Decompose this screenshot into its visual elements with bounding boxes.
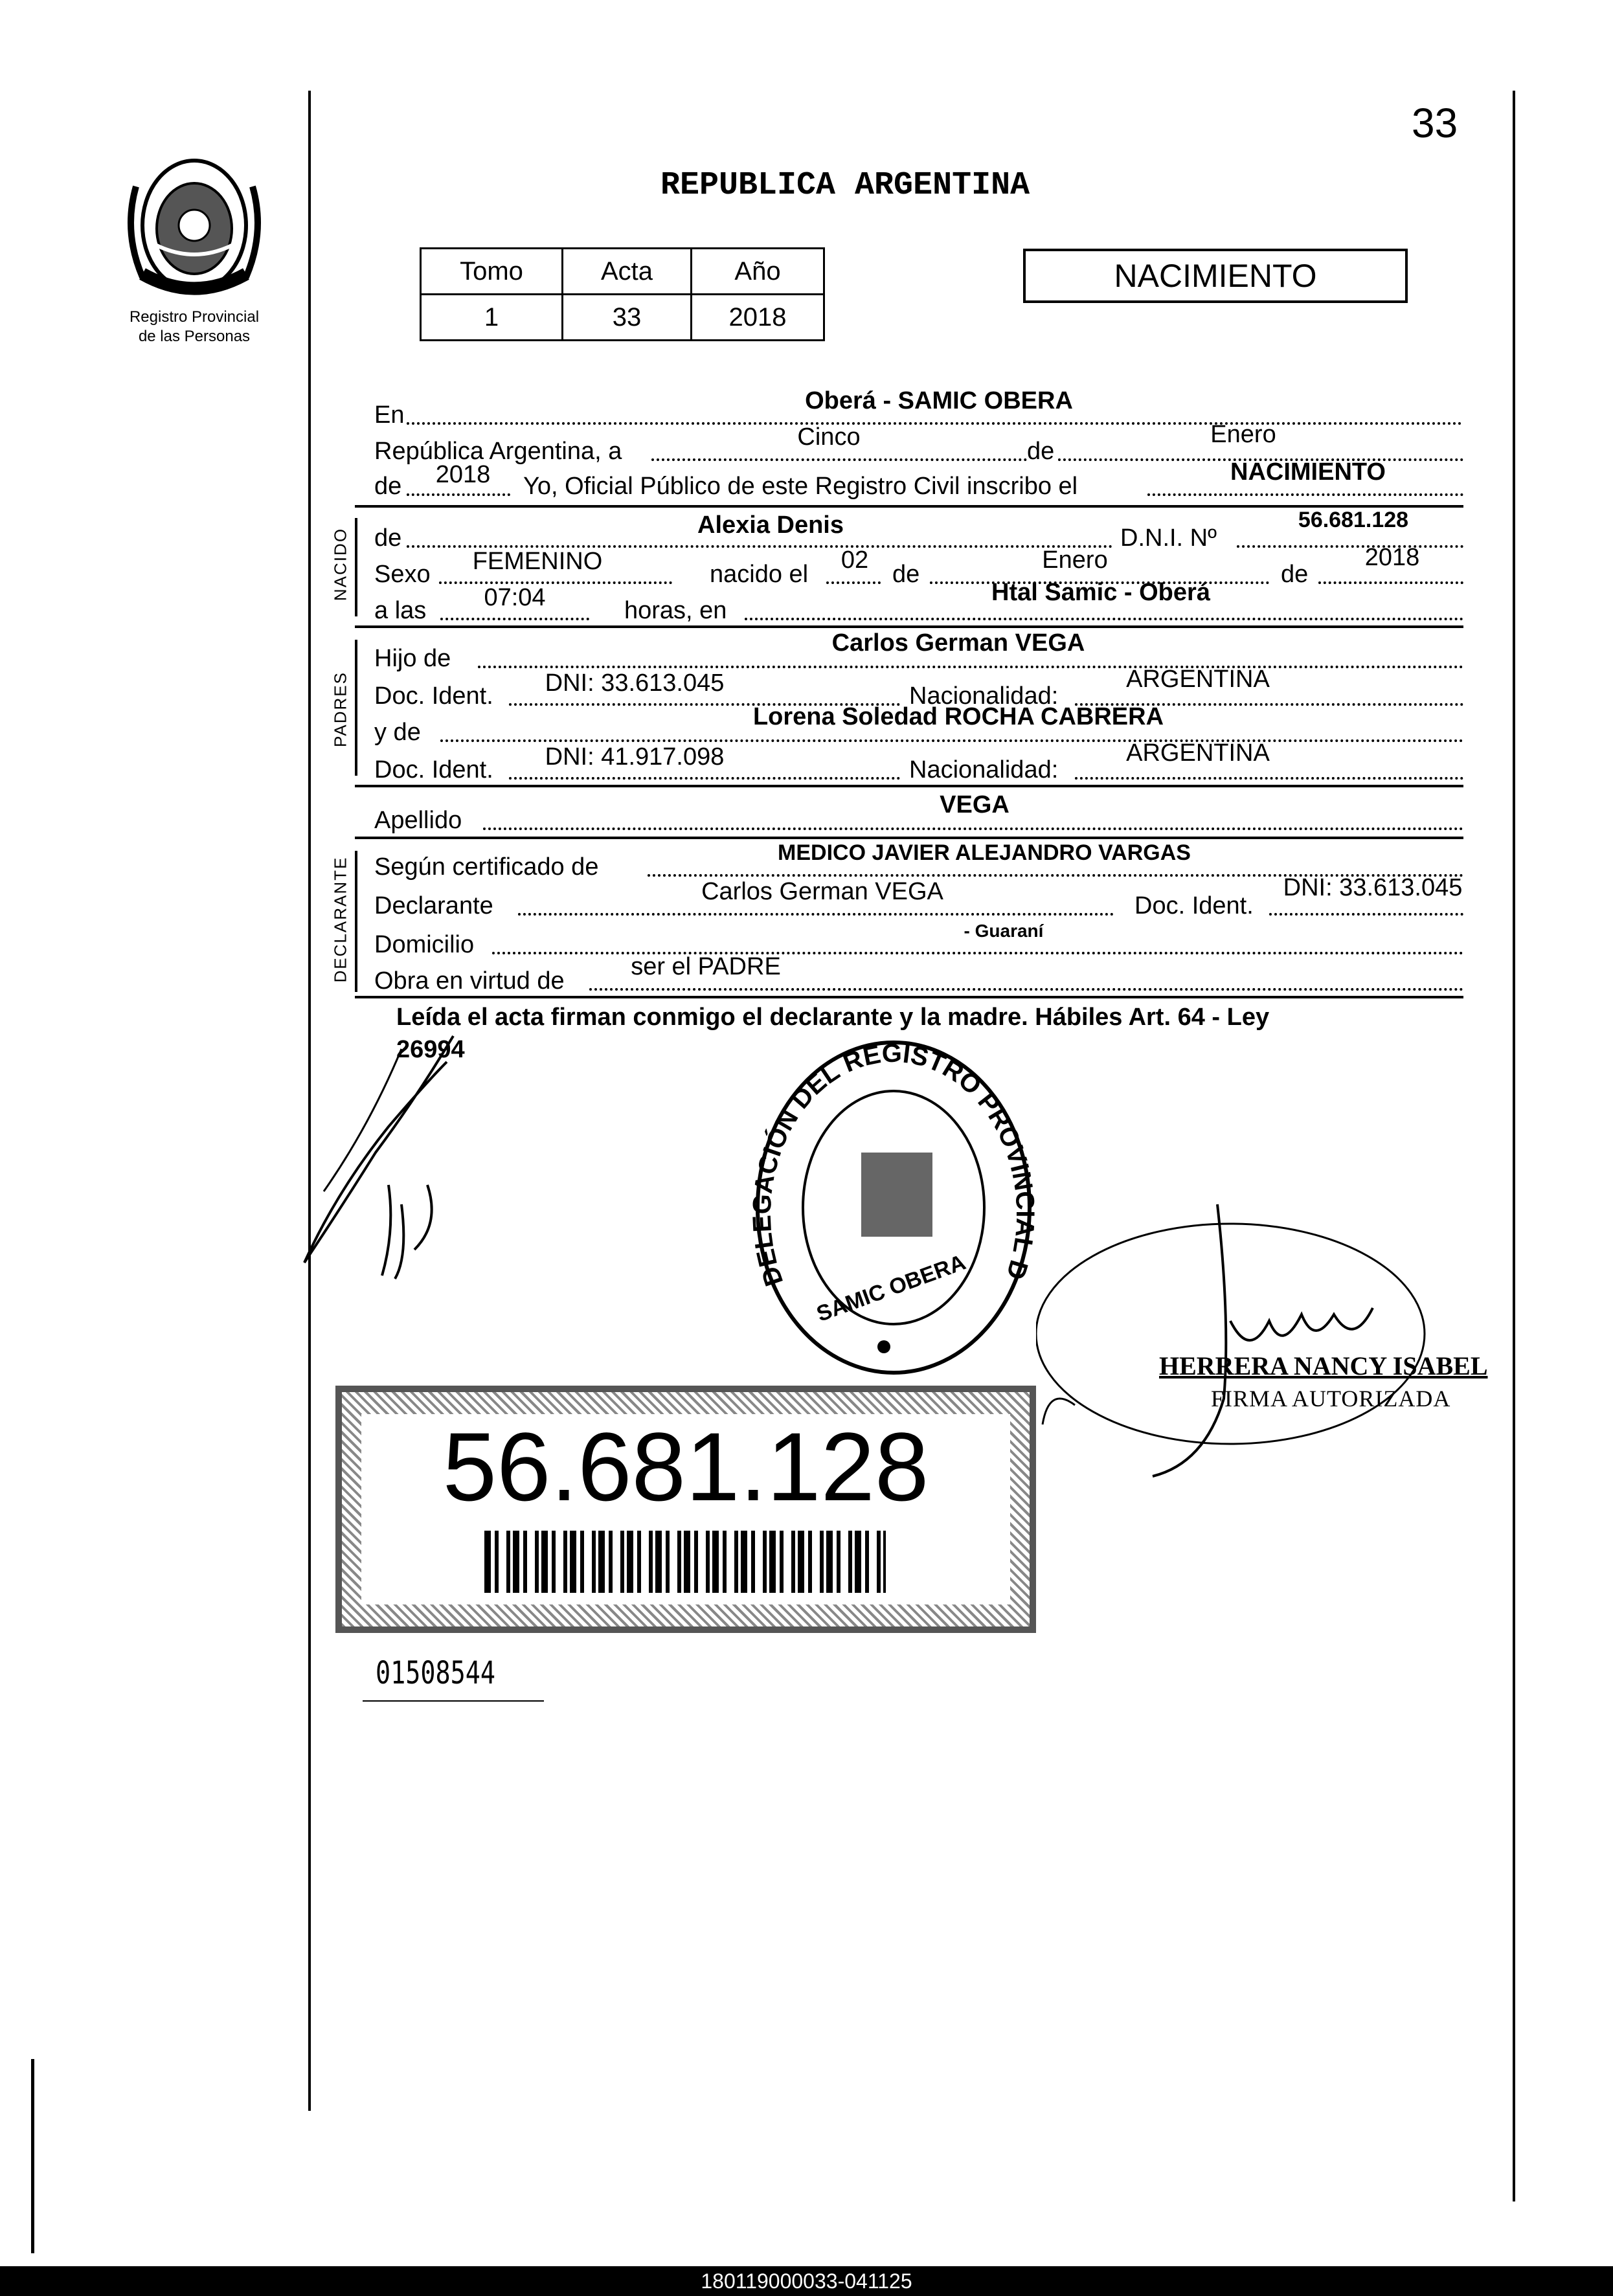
- de2-label: de: [374, 473, 402, 500]
- birth-time: 07:04: [484, 584, 546, 611]
- closing-line2: 26994: [396, 1036, 465, 1063]
- delegation-stamp: [745, 1036, 1043, 1379]
- father-nat: ARGENTINA: [1126, 666, 1270, 693]
- authority-signature: [1036, 1191, 1438, 1489]
- father-nat-label: Nacionalidad:: [909, 682, 1059, 710]
- declarante-value: Carlos German VEGA: [701, 878, 943, 905]
- footer-bar: [0, 2266, 1613, 2296]
- obra-label: Obra en virtud de: [374, 967, 565, 995]
- dni-box-number: 56.681.128: [442, 1412, 929, 1521]
- child-name: Alexia Denis: [697, 512, 844, 539]
- logo-caption-line1: Registro Provincial: [129, 308, 260, 326]
- handwritten-code: 01508544: [376, 1655, 495, 1691]
- cert-value: MEDICO JAVIER ALEJANDRO VARGAS: [778, 840, 1191, 865]
- volume-table: [420, 247, 825, 341]
- horas-label: horas, en: [624, 597, 727, 624]
- en-label: En: [374, 401, 405, 429]
- country-title: REPUBLICA ARGENTINA: [660, 167, 1030, 204]
- nacido-de2-label: de: [892, 561, 920, 588]
- month-value: Enero: [1210, 421, 1276, 448]
- birth-place: Htal Samic - Oberá: [991, 579, 1210, 606]
- mother-doc: DNI: 41.917.098: [545, 743, 725, 771]
- father-name: Carlos German VEGA: [831, 629, 1085, 657]
- right-margin-line: [1513, 91, 1515, 2201]
- hijo-de-label: Hijo de: [374, 645, 451, 672]
- nacido-de3-label: de: [1281, 561, 1309, 588]
- dni-label: D.N.I. Nº: [1120, 524, 1217, 552]
- day-value: Cinco: [797, 423, 861, 451]
- birth-day: 02: [840, 546, 869, 574]
- mother-nat: ARGENTINA: [1126, 739, 1270, 767]
- child-dni: 56.681.128: [1298, 508, 1409, 532]
- nacido-el-label: nacido el: [710, 561, 809, 588]
- apellido-label: Apellido: [374, 807, 462, 834]
- acta-header: Acta: [563, 249, 692, 295]
- stamp-ring-text: DELEGACIÓN DEL REGISTRO PROVINCIAL D: [747, 1039, 1040, 1290]
- declarante-doc: DNI: 33.613.045: [1283, 874, 1463, 901]
- anio-header: Año: [692, 249, 824, 295]
- inscribe-value: NACIMIENTO: [1230, 458, 1386, 486]
- father-doc: DNI: 33.613.045: [545, 670, 725, 697]
- authority-name: HERRERA NANCY ISABEL: [1159, 1351, 1488, 1380]
- act-type-label: NACIMIENTO: [1114, 258, 1317, 294]
- logo-caption-line2: de las Personas: [138, 328, 251, 345]
- en-value: Oberá - SAMIC OBERA: [805, 387, 1073, 414]
- year-value: 2018: [435, 461, 491, 488]
- anio-value: 2018: [692, 295, 824, 341]
- declarante-section-label: DECLARANTE: [330, 856, 350, 983]
- birth-month: Enero: [1042, 546, 1108, 574]
- mother-nat-label: Nacionalidad:: [909, 756, 1059, 783]
- declarant-signature: [298, 1023, 505, 1282]
- yo-text: Yo, Oficial Público de este Registro Civil inscribo el: [523, 473, 1078, 500]
- mother-name: Lorena Soledad ROCHA CABRERA: [752, 703, 1164, 730]
- sexo-value: FEMENINO: [472, 548, 603, 575]
- obra-value: ser el PADRE: [631, 953, 781, 980]
- padres-section-label: PADRES: [330, 671, 350, 747]
- stamp-inner-text: SAMIC OBERA: [813, 1250, 969, 1327]
- republica-label: República Argentina, a: [374, 438, 622, 465]
- act-type-box: [1023, 249, 1408, 303]
- nacido-section-label: NACIDO: [330, 527, 350, 602]
- page-number: 33: [1412, 100, 1458, 146]
- domicilio-label: Domicilio: [374, 931, 475, 958]
- acta-value: 33: [563, 295, 692, 341]
- province-coat-of-arms: [117, 148, 272, 300]
- sexo-label: Sexo: [374, 561, 431, 588]
- closing-line1: Leída el acta firman conmigo el declarante y la madre. Hábiles Art. 64 - Ley: [396, 1004, 1270, 1031]
- tomo-value: 1: [421, 295, 563, 341]
- domicilio-value: - Guaraní: [964, 921, 1044, 941]
- mother-doc-label: Doc. Ident.: [374, 756, 493, 783]
- dni-label-box: [335, 1386, 1036, 1633]
- birth-year: 2018: [1364, 544, 1420, 571]
- dni-barcode: [484, 1531, 886, 1593]
- far-left-line: [31, 2059, 34, 2253]
- tomo-header: Tomo: [421, 249, 563, 295]
- y-de-label: y de: [374, 719, 421, 746]
- apellido-value: VEGA: [940, 791, 1010, 818]
- cert-label: Según certificado de: [374, 853, 599, 881]
- declarante-doc-label: Doc. Ident.: [1134, 892, 1254, 919]
- footer-code: 180119000033-041125: [701, 2269, 912, 2293]
- authority-title: FIRMA AUTORIZADA: [1211, 1386, 1451, 1412]
- father-doc-label: Doc. Ident.: [374, 682, 493, 710]
- nacido-de-label: de: [374, 524, 402, 552]
- a-las-label: a las: [374, 597, 427, 624]
- de-label: de: [1027, 438, 1055, 465]
- declarante-label: Declarante: [374, 892, 493, 919]
